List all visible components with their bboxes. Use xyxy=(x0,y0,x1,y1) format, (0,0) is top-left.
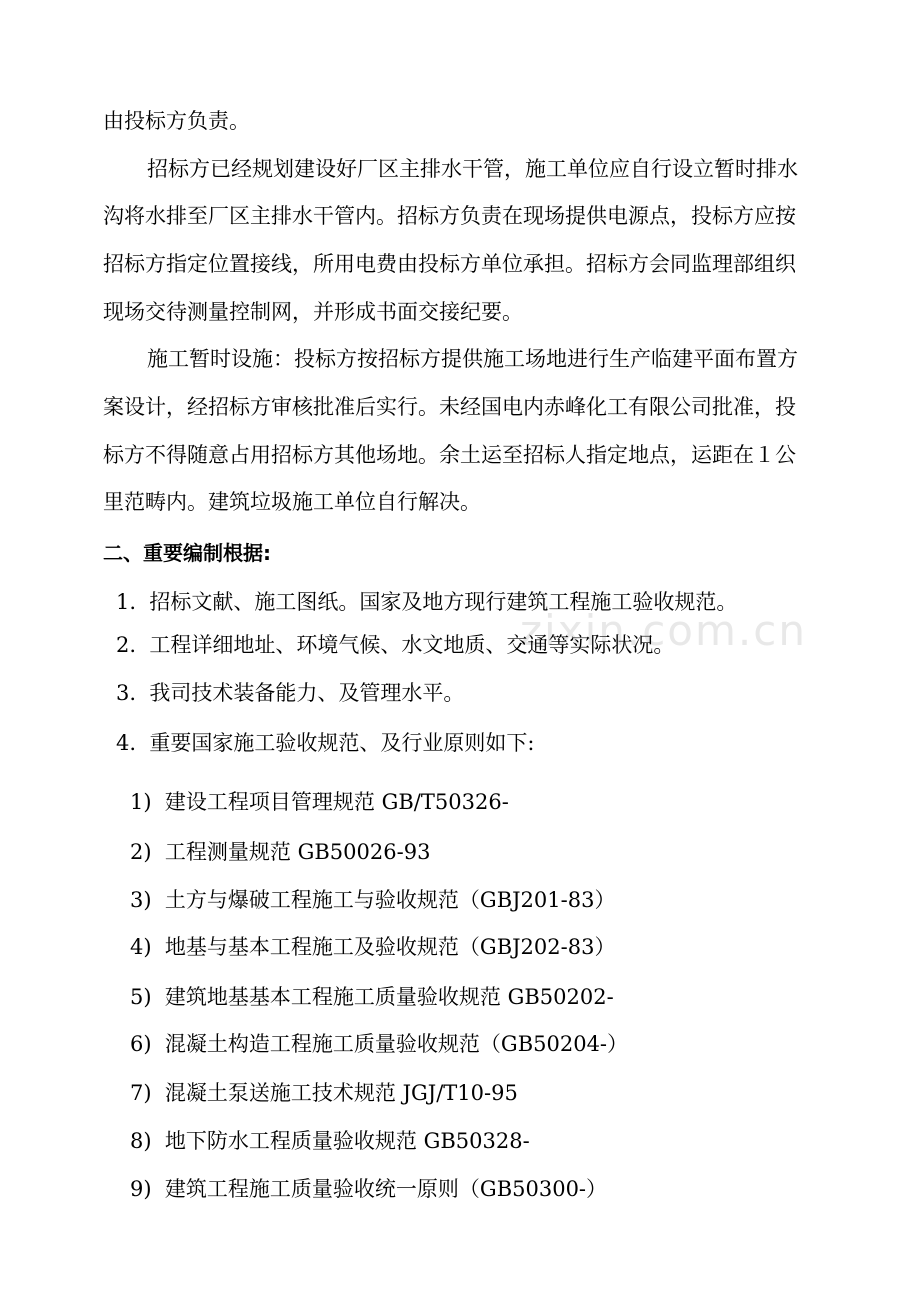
list-number: 4. xyxy=(116,731,137,755)
watermark: zixin.com.cn xyxy=(520,606,807,655)
paragraph-line: 招标方指定位置接线，所用电费由投标方单位承担。招标方会同监理部组织 xyxy=(103,252,796,276)
list-item xyxy=(116,678,920,708)
paragraph-line: 由投标方负责。 xyxy=(103,109,250,133)
standard-number: 5) xyxy=(130,985,152,1009)
list-number: 2. xyxy=(116,633,137,657)
standard-text: 地下防水工程质量验收规范 GB50328- xyxy=(164,1129,530,1153)
list-number: 1. xyxy=(116,590,137,614)
standard-text: 建筑工程施工质量验收统一原则（GB50300-） xyxy=(164,1177,608,1201)
standard-number: 2) xyxy=(130,840,152,864)
standard-text: 建设工程项目管理规范 GB/T50326- xyxy=(164,790,509,814)
standard-item xyxy=(130,1174,920,1204)
standard-item xyxy=(130,1029,920,1059)
standard-item xyxy=(130,932,920,962)
standard-number: 9) xyxy=(130,1177,152,1201)
standard-number: 6) xyxy=(130,1032,152,1056)
paragraph-line: 施工暂时设施：投标方按招标方提供施工场地进行生产临建平面布置方 xyxy=(147,347,798,371)
standard-text: 混凝土构造工程施工质量验收规范（GB50204-） xyxy=(164,1032,629,1056)
list-item xyxy=(116,587,920,617)
paragraph-line: 现场交待测量控制网，并形成书面交接纪要。 xyxy=(103,300,523,324)
paragraph-line: 沟将水排至厂区主排水干管内。招标方负责在现场提供电源点，投标方应按 xyxy=(103,204,796,228)
standard-item xyxy=(130,885,920,915)
standard-item xyxy=(130,787,920,817)
standard-text: 建筑地基基本工程施工质量验收规范 GB50202- xyxy=(164,985,614,1009)
list-item xyxy=(116,728,920,758)
paragraph-line: 里范畴内。建筑垃圾施工单位自行解决。 xyxy=(103,490,481,514)
standard-text: 土方与爆破工程施工与验收规范（GBJ201-83） xyxy=(164,888,616,912)
standard-number: 1) xyxy=(130,790,152,814)
paragraph-line: 标方不得随意占用招标方其他场地。余土运至招标人指定地点，运距在１公 xyxy=(103,443,796,467)
standard-item xyxy=(130,1078,920,1108)
standard-number: 3) xyxy=(130,888,152,912)
standard-item xyxy=(130,982,920,1012)
list-text: 重要国家施工验收规范、及行业原则如下: xyxy=(149,731,535,755)
paragraph-line: 招标方已经规划建设好厂区主排水干管，施工单位应自行设立暂时排水 xyxy=(147,157,798,181)
paragraph-line: 案设计，经招标方审核批准后实行。未经国电内赤峰化工有限公司批准，投 xyxy=(103,395,796,419)
standard-number: 8) xyxy=(130,1129,152,1153)
list-text: 工程详细地址、环境气候、水文地质、交通等实际状况。 xyxy=(149,633,675,657)
standard-text: 混凝土泵送施工技术规范 JGJ/T10-95 xyxy=(164,1081,518,1105)
list-item xyxy=(116,630,920,660)
standard-text: 工程测量规范 GB50026-93 xyxy=(164,840,431,864)
list-text: 我司技术装备能力、及管理水平。 xyxy=(149,681,465,705)
standard-text: 地基与基本工程施工及验收规范（GBJ202-83） xyxy=(164,935,616,959)
standard-item xyxy=(130,837,920,867)
list-number: 3. xyxy=(116,681,137,705)
standard-number: 7) xyxy=(130,1081,152,1105)
list-text: 招标文献、施工图纸。国家及地方现行建筑工程施工验收规范。 xyxy=(149,590,738,614)
standard-item xyxy=(130,1126,920,1156)
standard-number: 4) xyxy=(130,935,152,959)
section-heading: 二、重要编制根据: xyxy=(103,541,271,565)
